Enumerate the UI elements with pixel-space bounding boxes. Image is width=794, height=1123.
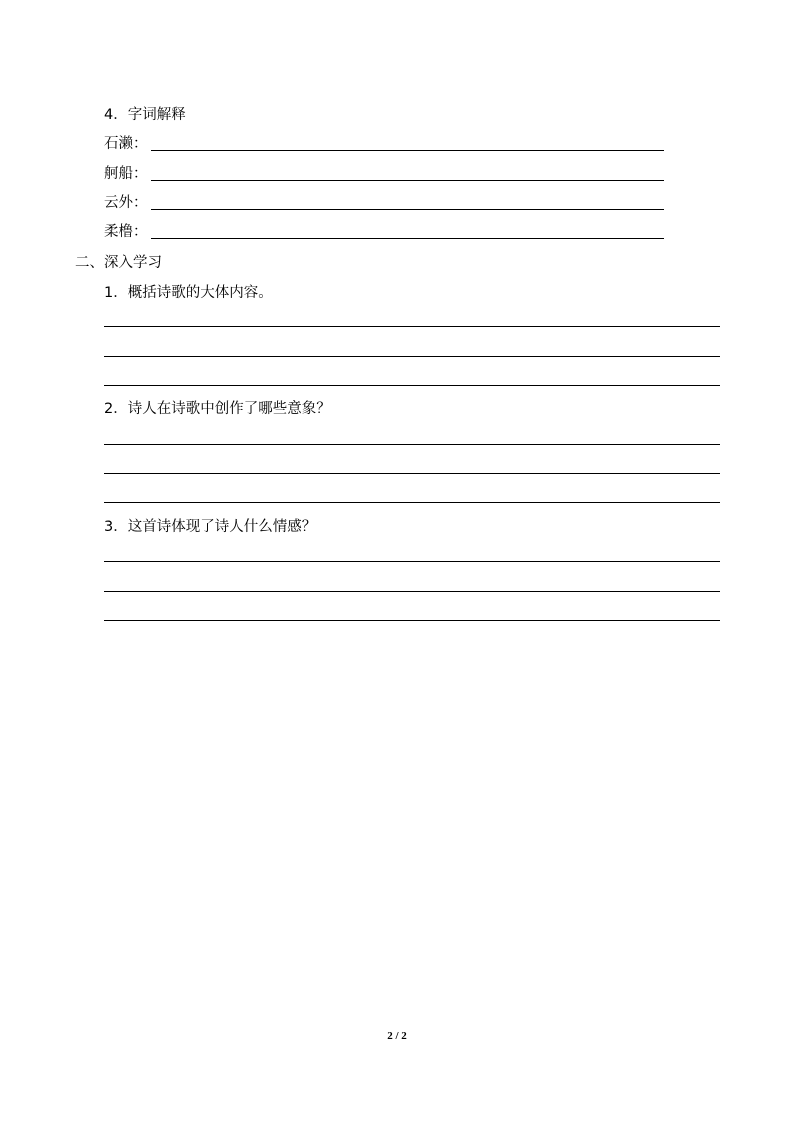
answer-line[interactable] xyxy=(104,385,720,386)
answer-line[interactable] xyxy=(104,473,720,474)
answer-line[interactable] xyxy=(104,502,720,503)
section-heading: 二、深入学习 xyxy=(75,255,162,271)
vocab-answer-line[interactable] xyxy=(151,209,664,210)
vocab-heading: 4．字词解释 xyxy=(104,107,186,123)
vocab-answer-line[interactable] xyxy=(151,150,664,151)
answer-line[interactable] xyxy=(104,444,720,445)
vocab-term-label: 石濑： xyxy=(104,136,148,152)
question-text: 3．这首诗体现了诗人什么情感？ xyxy=(104,519,317,535)
vocab-answer-line[interactable] xyxy=(151,238,664,239)
vocab-term-label: 云外： xyxy=(104,195,148,211)
vocab-answer-line[interactable] xyxy=(151,180,664,181)
answer-line[interactable] xyxy=(104,591,720,592)
vocab-term-label: 舸船： xyxy=(104,166,148,182)
question-text: 2．诗人在诗歌中创作了哪些意象？ xyxy=(104,401,331,417)
question-text: 1．概括诗歌的大体内容。 xyxy=(104,285,273,301)
answer-line[interactable] xyxy=(104,356,720,357)
answer-line[interactable] xyxy=(104,326,720,327)
page-number: 2 / 2 xyxy=(387,1030,407,1042)
vocab-term-label: 柔橹： xyxy=(104,224,148,240)
answer-line[interactable] xyxy=(104,620,720,621)
answer-line[interactable] xyxy=(104,561,720,562)
